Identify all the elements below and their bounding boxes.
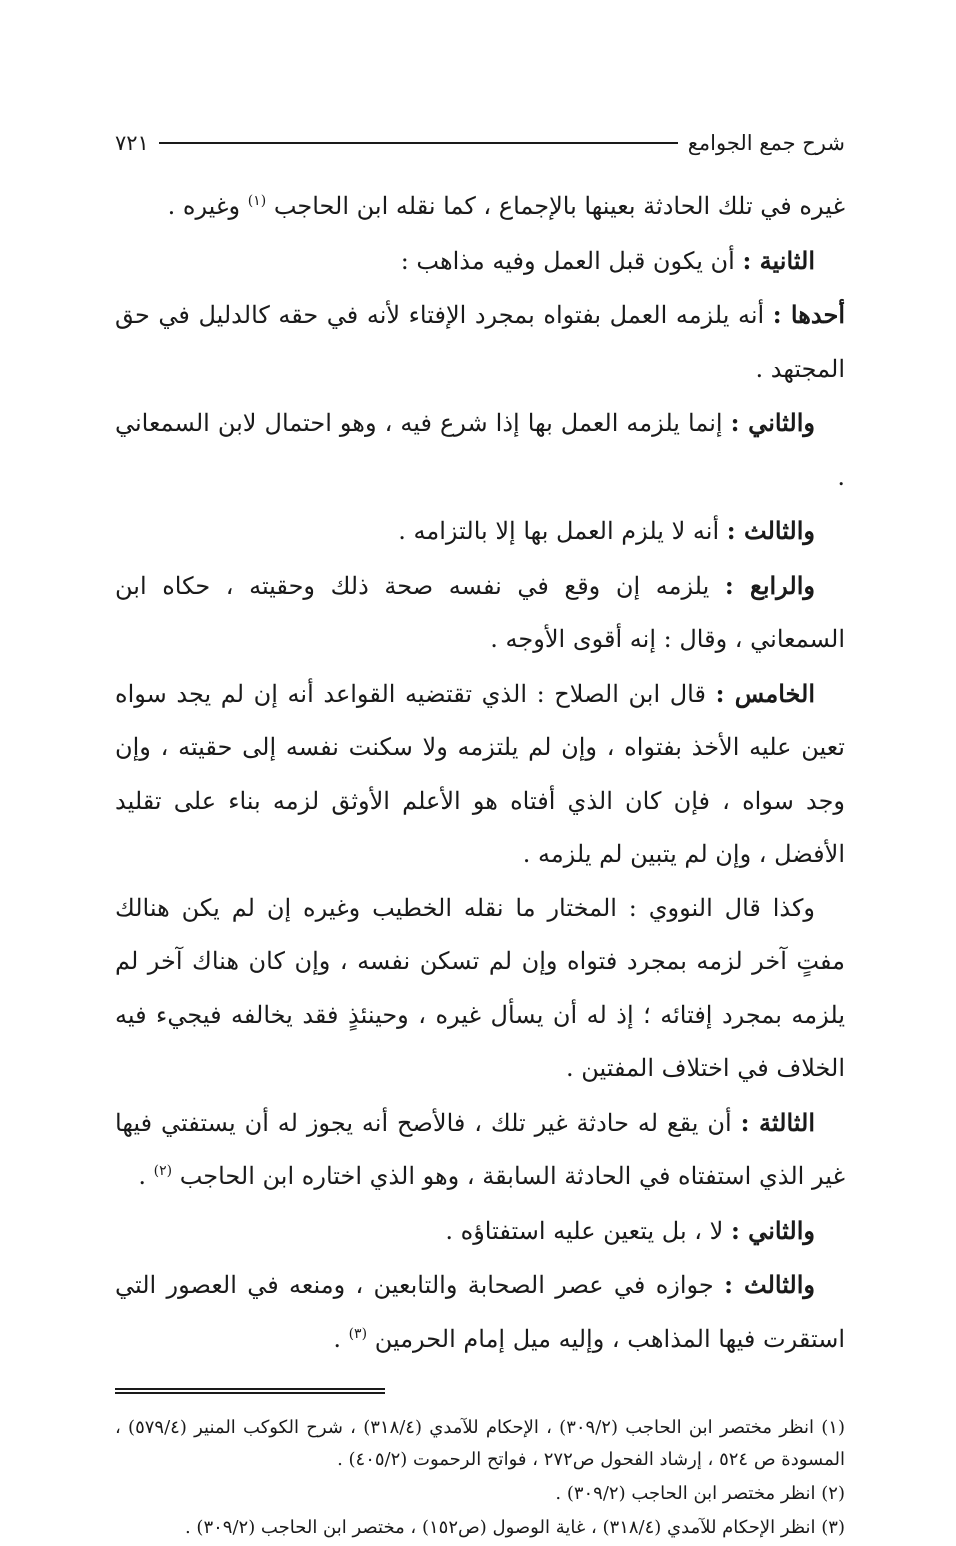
paragraph <box>115 396 845 504</box>
paragraph-heading: والثاني : <box>730 408 815 437</box>
paragraph <box>115 559 845 667</box>
page-header <box>115 120 845 166</box>
paragraph <box>115 1096 845 1204</box>
paragraph-text: . <box>138 1162 154 1190</box>
book-page <box>115 120 845 1546</box>
footnote-ref: (٣) <box>348 1325 368 1342</box>
main-text <box>115 180 845 1366</box>
paragraph-text: أن يقع له حادثة غير تلك ، فالأصح أنه يجوز له أن يستفتي فيها غير الذي استفتاه في الحادثة السابقة ، وهو الذي اختاره ابن الحاجب <box>115 1108 845 1190</box>
footnote: (٢) انظر مختصر ابن الحاجب (٣٠٩/٢) . <box>555 1483 845 1504</box>
paragraph-heading: والرابع : <box>724 570 815 600</box>
paragraph-text: أنه لا يلزم العمل بها إلا بالتزامه . <box>398 517 727 545</box>
paragraph-text: قال ابن الصلاح : الذي تقتضيه القواعد أنه إن لم يجد سواه تعين عليه الأخذ بفتواه ، وإن لم يلتزمه ولا سكنت نفسه إلى حقيته ، وإن وجد سواه ، فإن كان الذي أفتاه هو الأعلم الأوثق لزمه بناء على تقليد الأفضل ، وإن لم يتبين لم يلزمه . <box>115 679 845 868</box>
paragraph-text: لا ، بل يتعين عليه استفتاؤه . <box>445 1216 731 1245</box>
paragraph <box>115 882 845 1096</box>
paragraph-text: جوازه في عصر الصحابة والتابعين ، ومنعه في العصور التي استقرت فيها المذاهب ، وإليه ميل إمام الحرمين <box>115 1271 845 1353</box>
footnote: (٣) انظر الإحكام للآمدي (٣١٨/٤) ، غاية الوصول (ص١٥٢) ، مختصر ابن الحاجب (٣٠٩/٢) . <box>184 1517 845 1538</box>
footnote-separator <box>115 1388 385 1394</box>
paragraph-heading: الثالثة : <box>740 1107 815 1137</box>
page-number: ٧٢١ <box>115 131 149 155</box>
running-title: شرح جمع الجوامع <box>687 131 845 155</box>
paragraph-heading: والثالث : <box>726 516 815 545</box>
footnote-ref: (٢) <box>153 1163 173 1179</box>
paragraph-text: أن يكون قبل العمل وفيه مذاهب : <box>400 246 743 275</box>
paragraph-text: وغيره . <box>167 192 248 220</box>
paragraph-text: غيره في تلك الحادثة بعينها بالإجماع ، كما نقله ابن الحاجب <box>273 192 845 220</box>
paragraph <box>115 1204 845 1259</box>
paragraph-heading: الثانية : <box>742 245 815 275</box>
paragraph-heading: والثالث : <box>724 1270 816 1299</box>
paragraph <box>115 288 845 396</box>
paragraph-text: أنه يلزمه العمل بفتواه بمجرد الإفتاء لأنه في حقه كالدليل في حق المجتهد . <box>115 301 845 383</box>
paragraph <box>115 504 845 559</box>
footnote-ref: (١) <box>247 193 267 209</box>
paragraph <box>115 180 845 234</box>
footnote: (١) انظر مختصر ابن الحاجب (٣٠٩/٢) ، الإحكام للآمدي (٣١٨/٤) ، شرح الكوكب المنير (٥٧٩/٤) ، المسودة ص ٥٢٤ ، إرشاد الفحول ص٢٧٢ ، فواتح الرحموت (٤٠٥/٢) . <box>115 1417 845 1470</box>
paragraph-heading: الخامس : <box>715 678 816 708</box>
paragraph-text: يلزمه إن وقع في نفسه صحة ذلك وحقيته ، حكاه ابن السمعاني ، وقال : إنه أقوى الأوجه . <box>115 571 845 653</box>
paragraph <box>115 1258 845 1366</box>
paragraph-text: إنما يلزمه العمل بها إذا شرع فيه ، وهو احتمال لابن السمعاني . <box>115 409 845 491</box>
paragraph-text: وكذا قال النووي : المختار ما نقله الخطيب وغيره إن لم يكن هنالك مفتٍ آخر لزمه بمجرد فتواه وإن لم تسكن نفسه ، وإن كان هناك آخر لم يلزمه بمجرد إفتائه ؛ إذ له أن يسأل غيره ، وحينئذٍ فقد يخالفه فيجيء فيه الخلاف في اختلاف المفتين . <box>115 893 845 1082</box>
paragraph <box>115 234 845 289</box>
paragraph <box>115 667 845 882</box>
header-rule <box>159 142 678 144</box>
footnotes <box>115 1412 845 1544</box>
paragraph-heading: أحدها : <box>772 300 845 329</box>
paragraph-text: . <box>333 1324 349 1353</box>
paragraph-heading: والثاني : <box>730 1215 815 1245</box>
